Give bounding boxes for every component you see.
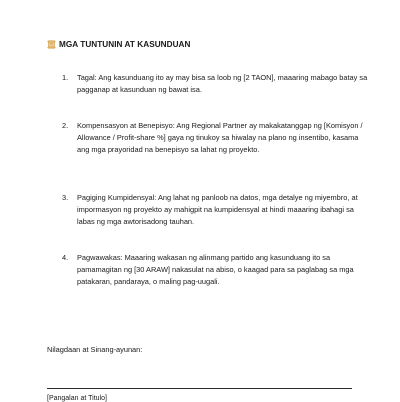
scroll-icon [47, 40, 56, 49]
term-number: 2. [62, 121, 69, 130]
term-item-duration [62, 72, 372, 96]
term-text: Kompensasyon at Benepisyo: Ang Regional Partner ay makakatanggap ng [Komisyon / Allowance / Profit-share %] gaya ng tinukoy sa hiwalay na plano ng insentibo, kasama ang mga prayoridad na benepisyo sa lahat ng proyekto. [77, 121, 363, 154]
term-text: Pagwawakas: Maaaring wakasan ng alinmang partido ang kasunduang ito sa pamamagitan ng [30 ARAW] nakasulat na abiso, o kaagad para sa paglabag sa mga patakaran, pandaraya, o maling pag-uugali. [77, 253, 354, 286]
section-heading [47, 40, 190, 49]
term-number: 1. [62, 73, 69, 82]
term-text: Pagiging Kumpidensyal: Ang lahat ng panloob na datos, mga detalye ng miyembro, at impormasyon ng proyekto ay mahigpit na kumpidensyal at hindi maaaring ibahagi sa labas ng mga awtorisadong tauhan. [77, 193, 358, 226]
section-heading-text: MGA TUNTUNIN AT KASUNDUAN [59, 40, 191, 49]
term-number: 3. [62, 193, 69, 202]
signature-line [47, 388, 352, 389]
terms-list [62, 72, 372, 288]
signoff-label: Nilagdaan at Sinang-ayunan: [47, 345, 143, 354]
term-text: Tagal: Ang kasunduang ito ay may bisa sa loob ng [2 TAON], maaaring mabago batay sa pagganap at kasunduan ng bawat isa. [77, 73, 368, 94]
signature-caption: [Pangalan at Titulo] [47, 395, 107, 402]
term-item-compensation [62, 120, 372, 156]
term-item-termination [62, 252, 372, 288]
term-item-confidentiality [62, 192, 372, 228]
term-number: 4. [62, 253, 69, 262]
